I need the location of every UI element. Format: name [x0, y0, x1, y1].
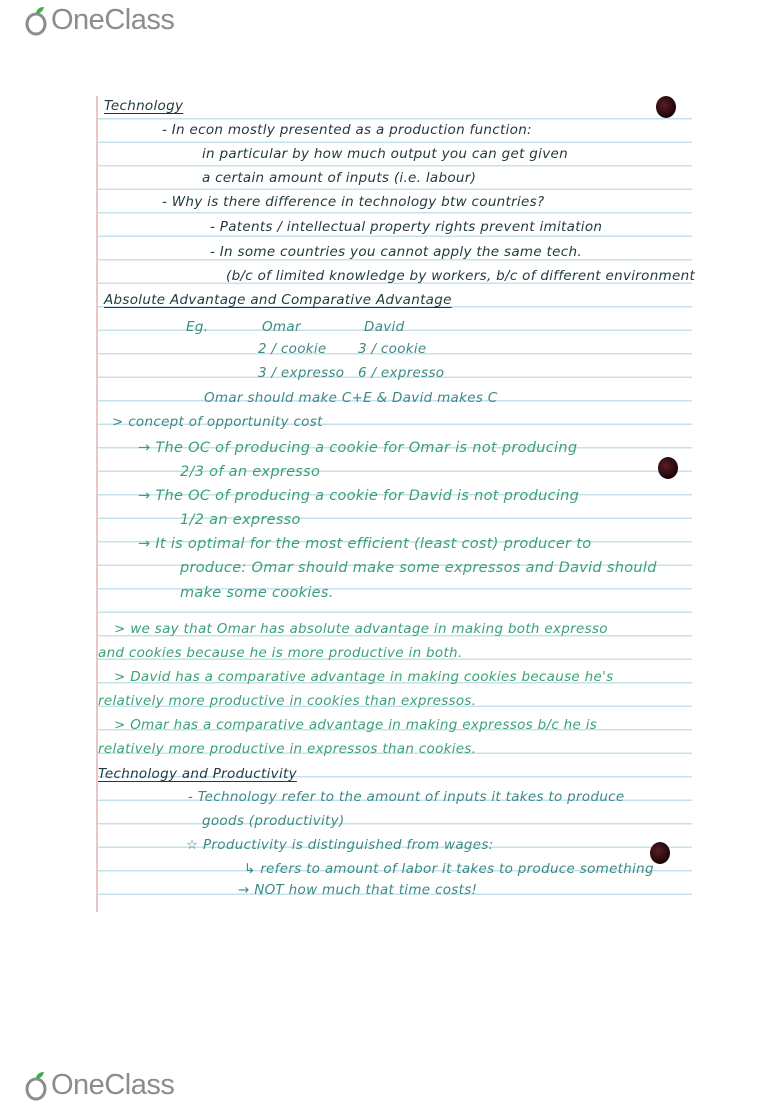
- note-line: Omar should make C+E & David makes C: [204, 390, 498, 406]
- note-line: 1/2 an expresso: [180, 512, 301, 528]
- note-line: - In some countries you cannot apply the same tech.: [210, 244, 582, 260]
- note-line: goods (productivity): [202, 813, 345, 829]
- note-line: make some cookies.: [180, 585, 334, 601]
- section-heading: Technology and Productivity: [98, 766, 297, 782]
- note-line: > David has a comparative advantage in making cookies because he's: [114, 669, 614, 685]
- brand-name: OneClass: [51, 4, 175, 36]
- note-line: - Why is there difference in technology btw countries?: [162, 194, 545, 210]
- note-line: and cookies because he is more productive in both.: [98, 645, 463, 661]
- margin-line: [96, 96, 98, 912]
- note-line: ☆ Productivity is distinguished from wages:: [186, 837, 494, 853]
- note-line: David: [364, 319, 405, 335]
- note-line: a certain amount of inputs (i.e. labour): [202, 170, 477, 186]
- oneclass-logo-bottom: [24, 1069, 174, 1102]
- note-line: 3 / cookie: [358, 341, 427, 357]
- leaf-o-icon: [24, 6, 50, 36]
- note-line: → The OC of producing a cookie for David is not producing: [138, 488, 580, 504]
- oneclass-logo-top: [24, 4, 174, 37]
- note-line: - Patents / intellectual property rights prevent imitation: [210, 219, 603, 235]
- section-heading: Absolute Advantage and Comparative Advantage: [104, 292, 452, 308]
- binder-hole: [656, 96, 676, 118]
- note-line: 2/3 of an expresso: [180, 464, 321, 480]
- note-line: produce: Omar should make some expressos and David should: [180, 560, 657, 576]
- brand-name: OneClass: [51, 1069, 175, 1101]
- note-line: Eg.: [186, 319, 209, 335]
- note-line: → NOT how much that time costs!: [238, 882, 478, 898]
- note-line: relatively more productive in expressos than cookies.: [98, 741, 477, 757]
- note-line: > concept of opportunity cost: [112, 414, 323, 430]
- leaf-o-icon: [24, 1071, 50, 1101]
- note-line: 3 / expresso: [258, 365, 345, 381]
- note-line: → The OC of producing a cookie for Omar is not producing: [138, 440, 578, 456]
- note-line: 6 / expresso: [358, 365, 445, 381]
- note-line: → It is optimal for the most efficient (least cost) producer to: [138, 536, 592, 552]
- note-line: (b/c of limited knowledge by workers, b/c of different environment: [226, 268, 696, 284]
- note-line: > Omar has a comparative advantage in making expressos b/c he is: [114, 717, 598, 733]
- note-line: Omar: [262, 319, 301, 335]
- note-line: > we say that Omar has absolute advantage in making both expresso: [114, 621, 608, 637]
- note-line: relatively more productive in cookies than expressos.: [98, 693, 477, 709]
- note-line: in particular by how much output you can get given: [202, 146, 568, 162]
- note-line: - Technology refer to the amount of inputs it takes to produce: [188, 789, 625, 805]
- binder-hole: [658, 457, 678, 479]
- section-heading: Technology: [104, 98, 184, 114]
- note-line: ↳ refers to amount of labor it takes to produce something: [244, 861, 654, 877]
- note-line: 2 / cookie: [258, 341, 327, 357]
- note-line: - In econ mostly presented as a production function:: [162, 122, 532, 138]
